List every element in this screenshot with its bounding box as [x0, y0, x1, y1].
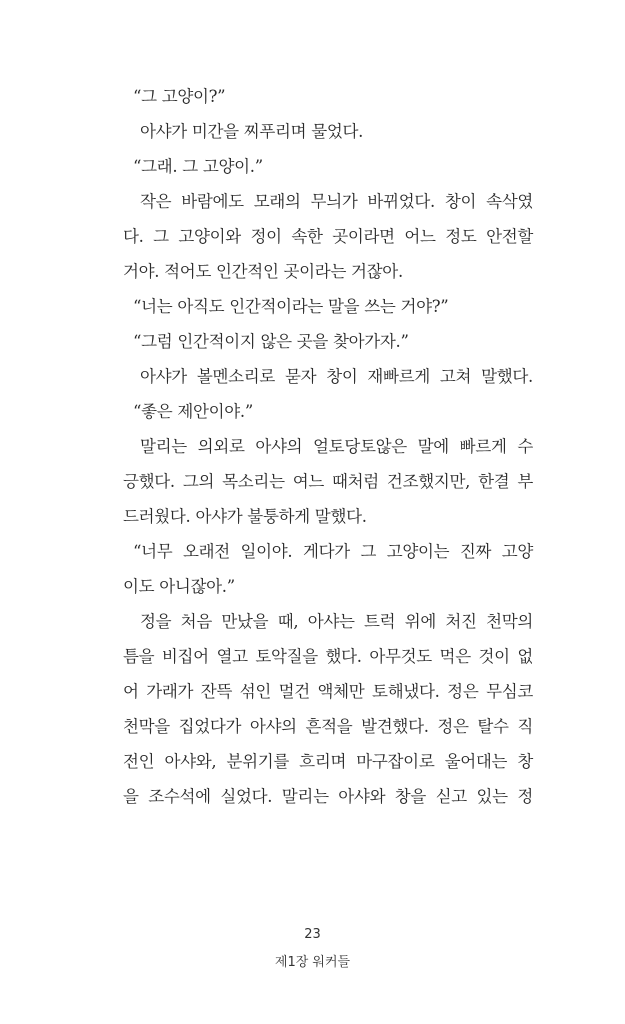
text-line: 어 가래가 잔뜩 섞인 멀건 액체만 토해냈다. 정은 무심코	[123, 682, 533, 701]
text-line: “너무 오래전 일이야. 게다가 그 고양이는 진짜 고양	[133, 542, 533, 561]
text-line: “그럼 인간적이지 않은 곳을 찾아가자.”	[133, 332, 409, 351]
text-line: 틈을 비집어 열고 토악질을 했다. 아무것도 먹은 것이 없	[123, 647, 533, 666]
page-body-text	[123, 79, 533, 814]
text-line: “좋은 제안이야.”	[133, 402, 253, 421]
text-line: 말리는 의외로 아샤의 얼토당토않은 말에 빠르게 수	[140, 437, 533, 456]
text-line: 전인 아샤와, 분위기를 흐리며 마구잡이로 울어대는 창	[123, 752, 533, 771]
text-line: 정을 처음 만났을 때, 아샤는 트럭 위에 처진 천막의	[140, 612, 533, 631]
text-line: 다. 그 고양이와 정이 속한 곳이라면 어느 정도 안전할	[123, 227, 533, 246]
text-line: “그 고양이?”	[133, 87, 226, 106]
text-line: 긍했다. 그의 목소리는 여느 때처럼 건조했지만, 한결 부	[123, 472, 533, 491]
text-line: 이도 아니잖아.”	[123, 577, 235, 596]
text-line: 아샤가 미간을 찌푸리며 물었다.	[140, 122, 364, 141]
text-line: 작은 바람에도 모래의 무늬가 바뀌었다. 창이 속삭였	[140, 192, 533, 211]
chapter-title: 제1장 워커들	[274, 955, 351, 970]
text-line: 거야. 적어도 인간적인 곳이라는 거잖아.	[123, 262, 403, 281]
text-line: 아샤가 볼멘소리로 묻자 창이 재빠르게 고쳐 말했다.	[140, 367, 533, 386]
page-number: 23	[304, 927, 321, 942]
text-line: 천막을 집었다가 아샤의 흔적을 발견했다. 정은 탈수 직	[123, 717, 533, 736]
text-line: “그래. 그 고양이.”	[133, 157, 263, 176]
text-line: 드러웠다. 아샤가 불퉁하게 말했다.	[123, 507, 367, 526]
text-line: “너는 아직도 인간적이라는 말을 쓰는 거야?”	[133, 297, 449, 316]
text-line: 을 조수석에 실었다. 말리는 아샤와 창을 싣고 있는 정	[123, 787, 533, 806]
